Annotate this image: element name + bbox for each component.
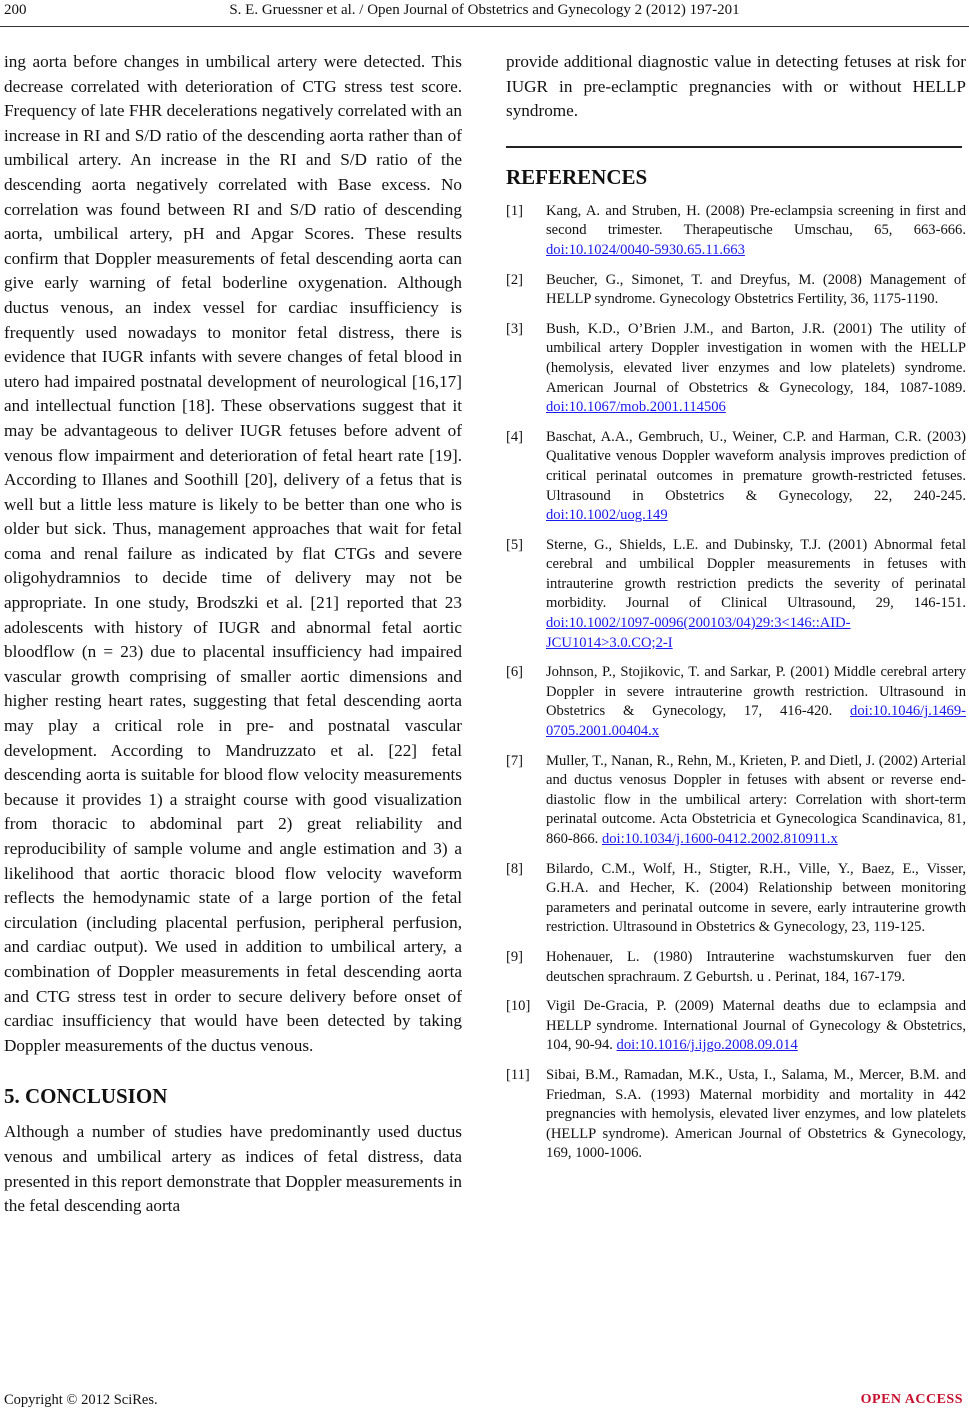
reference-citation: Baschat, A.A., Gembruch, U., Weiner, C.P. and Harman, C.R. (2003) Qualitative venous Doppler waveform analysis improves prediction of critical perinatal outcomes in premature growth-restricted fetuses. Ultrasound in Obstetrics & Gynecology, 22, 240-245.	[546, 428, 966, 504]
reference-text	[546, 663, 966, 741]
reference-text	[546, 202, 966, 261]
reference-citation: Muller, T., Nanan, R., Rehn, M., Krieten, P. and Dietl, J. (2002) Arterial and ductus venosus Doppler in fetuses with absent or reverse end-diastolic flow in the umbilical artery: Correlation with short-term perinatal outcome. Acta Obstetricia et Gynecologica Scandinavica, 81, 860-866.	[546, 752, 966, 847]
body-paragraph: ing aorta before changes in umbilical artery were detected. This decrease correlated with deterioration of CTG stress test score. Frequency of late FHR decelerations negatively correlated with an increase in RI and S/D ratio of the descending aorta rather than of umbilical artery. An increase in the RI and S/D ratio of the descending aorta negatively correlated with Base excess. No correlation was found between RI and S/D ratio of descending aorta, umbilical artery, pH and Apgar Scores. These results confirm that Doppler measurements of fetal descending aorta can give early warning of fetal boderline oxygenation. Although ductus venous, an index vessel for cardiac insufficiency is frequently used nowadays to monitor fetal distress, there is evidence that IUGR infants with severe changes of fetal blood in utero had impaired postnatal development of neurological [16,17] and intellectual function [18]. These observations suggest that it may be advantageous to deliver IUGR fetuses before advent of venous flow impairment and deterioration of fetal heart rate [19]. According to Illanes and Soothill [20], delivery of a fetus that is well but a little less mature is likely to be better than one who is older but sick. Thus, management approaches that wait for fetal coma and renal failure as indicated by flat CTGs and severe oligohydramnios to decide time of delivery may not be appropriate. In one study, Brodszki et al. [21] reported that 23 adolescents with history of IUGR and abnormal fetal aortic bloodflow (n = 23) due to placental insufficiency had impaired vascular growth comprising of smaller aortic dimensions and higher resting heart rates, suggesting that fetal descending aorta may play a critical role in pre- and postnatal vascular development. According to Mandruzzato et al. [22] fetal descending aorta is suitable for blood flow velocity measurements because it provides 1) a straight course with good visualization from thoracic to abdominal part 2) great reliability and reproducibility of sample volume and angle estimation and 3) a likelihood that aortic thoracic blood flow velocity waveform reflects the hemodynamic state of a large portion of the fetal circulation (including placental perfusion, peripheral perfusion, and cardiac output). We used in addition to umbilical artery, a combination of Doppler measurements in fetal descending aorta and CTG stress test in order to secure delivery before onset of cardiac insufficiency that would have been detected by taking Doppler measurements of the ductus venous.	[4, 52, 462, 1055]
reference-item	[506, 536, 966, 654]
reference-number: [7]	[506, 752, 524, 769]
reference-text	[546, 536, 966, 654]
reference-text	[546, 1066, 966, 1164]
references-heading: REFERENCES	[506, 164, 648, 189]
reference-number: [3]	[506, 320, 524, 337]
references-separator	[506, 146, 962, 148]
right-column	[506, 50, 966, 1174]
reference-text	[546, 271, 966, 310]
open-access-label: OPEN ACCESS	[860, 1392, 963, 1407]
reference-text	[546, 860, 966, 938]
doi-link[interactable]: doi:10.1016/j.ijgo.2008.09.014	[616, 1037, 798, 1054]
left-column	[4, 50, 462, 1219]
reference-text	[546, 997, 966, 1056]
reference-number: [5]	[506, 536, 524, 553]
reference-text	[546, 752, 966, 850]
conclusion-paragraph: Although a number of studies have predominantly used ductus venous and umbilical artery as indices of fetal distress, data presented in this report demonstrate that Doppler measurements in the fetal descending aorta	[4, 1122, 462, 1216]
header-rule	[0, 26, 969, 27]
reference-list	[506, 202, 966, 1164]
reference-citation: Beucher, G., Simonet, T. and Dreyfus, M. (2008) Management of HELLP syndrome. Gynecology Obstetrics Fertility, 36, 1175-1190.	[546, 271, 966, 308]
reference-item	[506, 320, 966, 418]
continuation-paragraph: provide additional diagnostic value in detecting fetuses at risk for IUGR in pre-eclamptic pregnancies with or without HELLP syndrome.	[506, 52, 966, 121]
reference-citation: Hohenauer, L. (1980) Intrauterine wachstumskurven fuer den deutschen sprachraum. Z Geburtsh. u . Perinat, 184, 167-179.	[546, 948, 966, 985]
reference-citation: Johnson, P., Stojikovic, T. and Sarkar, P. (2001) Middle cerebral artery Doppler in severe intrauterine growth restriction. Ultrasound in Obstetrics & Gynecology, 17, 416-420.	[546, 664, 966, 720]
doi-link[interactable]: doi:10.1002/uog.149	[546, 507, 668, 524]
reference-item	[506, 860, 966, 938]
reference-item	[506, 752, 966, 850]
reference-item	[506, 271, 966, 310]
reference-text	[546, 320, 966, 418]
reference-item	[506, 202, 966, 261]
reference-citation: Bush, K.D., O’Brien J.M., and Barton, J.R. (2001) The utility of umbilical artery Doppler investigation in women with the HELLP (hemolysis, elevated liver enzymes and low platelets) syndrome. American Journal of Obstetrics & Gynecology, 184, 1087-1089.	[546, 320, 966, 396]
copyright-notice: Copyright © 2012 SciRes.	[4, 1392, 158, 1408]
reference-item	[506, 428, 966, 526]
reference-number: [10]	[506, 998, 531, 1015]
reference-citation: Vigil De-Gracia, P. (2009) Maternal deaths due to eclampsia and HELLP syndrome. International Journal of Gynecology & Obstetrics, 104, 90-94.	[546, 998, 966, 1054]
reference-number: [4]	[506, 428, 524, 445]
reference-citation: Bilardo, C.M., Wolf, H., Stigter, R.H., Ville, Y., Baez, E., Visser, G.H.A. and Hecher, K. (2004) Relationship between monitoring parameters and perinatal outcome in severe, early intrauterine growth restriction. Ultrasound in Obstetrics & Gynecology, 23, 119-125.	[546, 860, 966, 936]
reference-number: [2]	[506, 271, 524, 288]
reference-text	[546, 428, 966, 526]
doi-link[interactable]: doi:10.1067/mob.2001.114506	[546, 399, 726, 416]
reference-item	[506, 1066, 966, 1164]
doi-link[interactable]: doi:10.1046/j.1469-0705.2001.00404.x	[546, 703, 966, 740]
reference-citation: Sibai, B.M., Ramadan, M.K., Usta, I., Salama, M., Mercer, B.M. and Friedman, S.A. (1993) Maternal morbidity and mortality in 442 pregnancies with hemolysis, elevated liver enzymes, and low platelets (HELLP syndrome). American Journal of Obstetrics & Gynecology, 169, 1000-1006.	[546, 1066, 966, 1162]
reference-number: [9]	[506, 948, 524, 965]
reference-number: [11]	[506, 1066, 530, 1083]
page-number: 200	[4, 2, 27, 18]
running-header: S. E. Gruessner et al. / Open Journal of Obstetrics and Gynecology 2 (2012) 197-201	[229, 2, 740, 18]
section-heading: 5. CONCLUSION	[4, 1084, 168, 1109]
doi-link[interactable]: doi:10.1034/j.1600-0412.2002.810911.x	[601, 831, 838, 847]
reference-number: [8]	[506, 860, 524, 877]
reference-number: [6]	[506, 664, 524, 681]
reference-citation: Sterne, G., Shields, L.E. and Dubinsky, T.J. (2001) Abnormal fetal cerebral and umbilical Doppler measurements in fetuses with intrauterine growth restriction predicts the severity of perinatal morbidity. Journal of Clinical Ultrasound, 29, 146-151.	[546, 536, 966, 612]
reference-text	[546, 948, 966, 987]
reference-citation: Kang, A. and Struben, H. (2008) Pre-eclampsia screening in first and second trimester. Therapeutische Umschau, 65, 663-666.	[546, 202, 966, 239]
doi-link[interactable]: doi:10.1024/0040-5930.65.11.663	[546, 241, 745, 258]
reference-number: [1]	[506, 202, 524, 219]
reference-item	[506, 997, 966, 1056]
doi-link[interactable]: doi:10.1002/1097-0096(200103/04)29:3<146::AID-JCU1014>3.0.CO;2-I	[546, 615, 851, 651]
reference-item	[506, 948, 966, 987]
reference-item	[506, 663, 966, 741]
